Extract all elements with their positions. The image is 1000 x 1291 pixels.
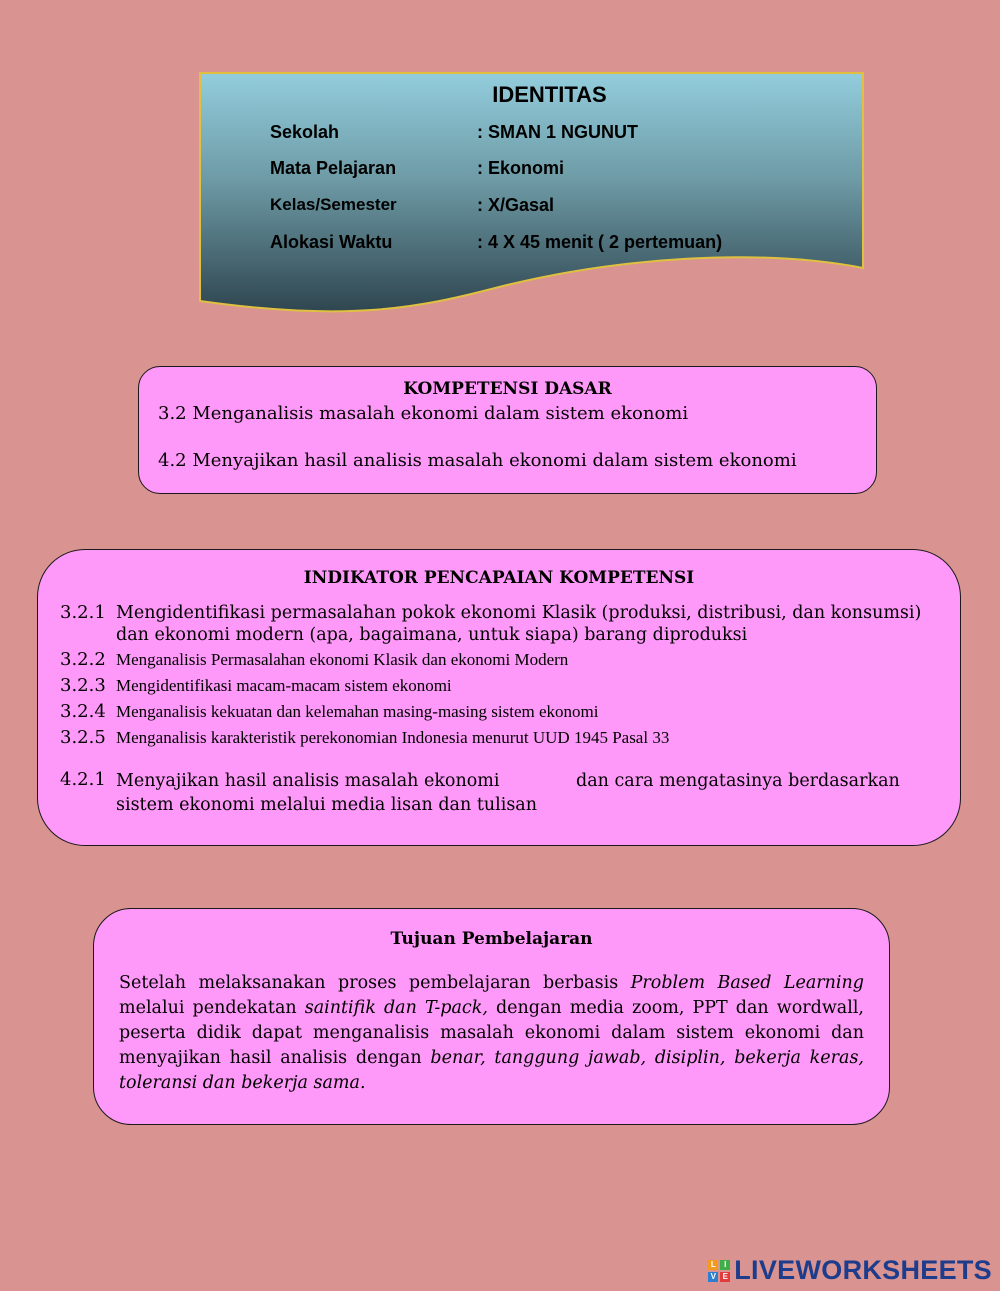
indikator-box [37,549,961,846]
indikator-item [60,602,921,646]
row-label: Sekolah [270,122,340,142]
identitas-banner [199,72,864,322]
indikator-item [60,701,599,723]
indikator-text: dan ekonomi modern (apa, bagaimana, untuk siapa) barang diproduksi [116,625,748,645]
kd-item: 3.2 Menganalisis masalah ekonomi dalam sistem ekonomi [158,403,689,424]
liveworksheets-logo [708,1255,992,1286]
indikator-text: Menyajikan hasil analisis masalah ekonomi [116,771,500,791]
tujuan-text: Setelah melaksanakan proses pembelajaran berbasis [119,973,631,993]
kd-item: 4.2 Menyajikan hasil analisis masalah ekonomi dalam sistem ekonomi [158,450,797,471]
logo-letter: V [708,1272,718,1282]
logo-letter: I [720,1260,730,1270]
logo-grid-icon [708,1260,730,1282]
tujuan-text-italic: benar, tanggung jawab, disiplin, bekerja keras, toleransi dan bekerja sama. [119,1048,864,1093]
indikator-text: Menganalisis kekuatan dan kelemahan masing-masing sistem ekonomi [116,702,599,721]
indikator-number: 3.2.5 [60,727,106,748]
indikator-number: 3.2.3 [60,675,106,696]
tujuan-title: Tujuan Pembelajaran [390,929,593,949]
indikator-text: Menganalisis karakteristik perekonomian Indonesia menurut UUD 1945 Pasal 33 [116,728,670,747]
logo-letter: E [720,1272,730,1282]
row-label: Mata Pelajaran [270,158,397,178]
identitas-row-sekolah [270,122,638,143]
logo-letter: L [708,1260,718,1270]
indikator-text: dan cara mengatasinya berdasarkan [576,771,900,791]
kompetensi-dasar-title: KOMPETENSI DASAR [403,379,612,399]
indikator-number: 3.2.2 [60,649,106,670]
tujuan-text: melalui pendekatan [119,998,305,1018]
identitas-title: IDENTITAS [492,82,607,107]
tujuan-text: dengan media zoom, PPT dan wordwall, peserta didik dapat menganalisis masalah ekonomi dalam sistem ekonomi dan menyajikan hasil analisis dengan [119,998,864,1068]
logo-text: LIVEWORKSHEETS [734,1255,992,1285]
indikator-item [60,649,568,671]
tujuan-box [93,908,890,1125]
identitas-row-alokasi [270,232,722,253]
identitas-row-mapel [270,158,564,179]
indikator-number: 3.2.1 [60,602,106,623]
indikator-title: INDIKATOR PENCAPAIAN KOMPETENSI [303,568,695,588]
kompetensi-dasar-box [138,366,877,494]
indikator-number: 3.2.4 [60,701,106,722]
row-value: : Ekonomi [477,158,565,178]
row-label: Kelas/Semester [270,195,397,214]
indikator-number: 4.2.1 [60,769,106,790]
indikator-item [60,727,669,749]
row-value: : SMAN 1 NGUNUT [477,122,638,142]
tujuan-text-italic: saintifik dan T-pack, [304,998,488,1018]
row-value: : X/Gasal [477,195,555,215]
indikator-item [60,675,452,697]
indikator-text: sistem ekonomi melalui media lisan dan tulisan [116,795,538,815]
indikator-text: Mengidentifikasi macam-macam sistem ekonomi [116,676,452,695]
indikator-item [60,769,900,817]
row-value: : 4 X 45 menit ( 2 pertemuan) [477,232,723,252]
indikator-text: Menganalisis Permasalahan ekonomi Klasik dan ekonomi Modern [116,650,569,669]
row-label: Alokasi Waktu [270,232,393,252]
indikator-text: Mengidentifikasi permasalahan pokok ekonomi Klasik (produksi, distribusi, dan konsumsi) [116,603,922,623]
tujuan-text-italic: Problem Based Learning [630,973,864,993]
identitas-row-kelas [270,195,554,216]
tujuan-paragraph [119,971,864,1096]
